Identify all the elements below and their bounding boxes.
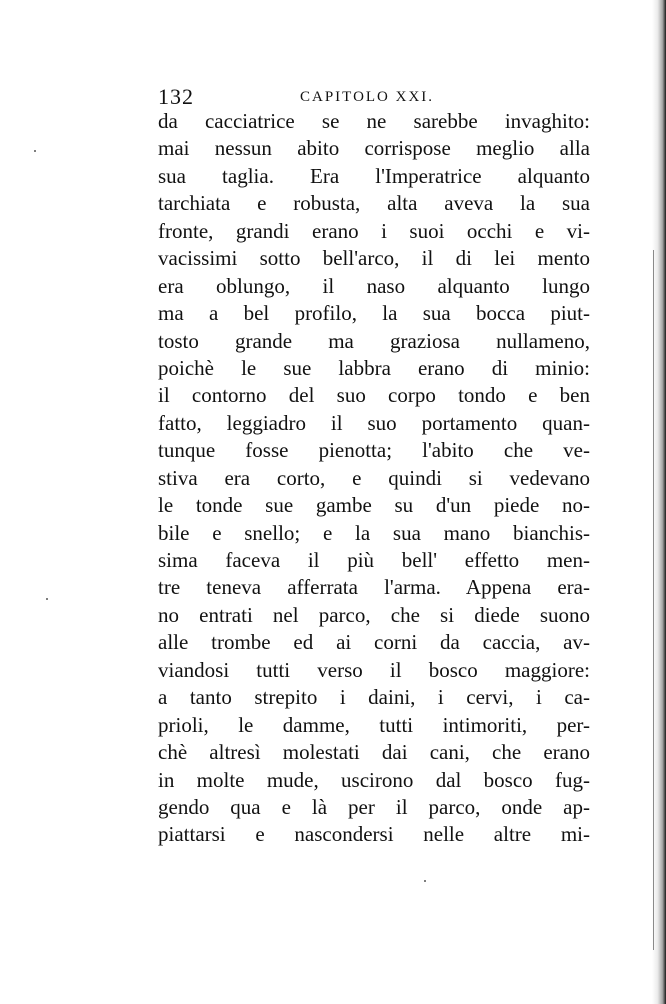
page-edge-line bbox=[653, 250, 654, 950]
text-line: mai nessun abito corrispose meglio alla bbox=[158, 136, 590, 161]
paper-speck bbox=[424, 880, 426, 882]
text-line: stiva era corto, e quindi si vedevano bbox=[158, 465, 590, 490]
text-line: era oblungo, il naso alquanto lungo bbox=[158, 273, 590, 298]
text-line: ma a bel profilo, la sua bocca piut- bbox=[158, 301, 590, 326]
text-line: il contorno del suo corpo tondo e ben bbox=[158, 383, 590, 408]
paper-speck bbox=[46, 598, 48, 600]
page-number: 132 bbox=[158, 84, 194, 109]
text-line: sima faceva il più bell' effetto men- bbox=[158, 548, 590, 572]
text-line: in molte mude, uscirono dal bosco fug- bbox=[158, 767, 590, 792]
text-line: prioli, le damme, tutti intimoriti, per- bbox=[158, 712, 590, 737]
text-line: fronte, grandi erano i suoi occhi e vi- bbox=[158, 218, 590, 243]
text-line: fatto, leggiadro il suo portamento quan- bbox=[158, 410, 590, 435]
text-line: piattarsi e nascondersi nelle altre mi- bbox=[158, 822, 590, 847]
text-line: chè altresì molestati dai cani, che erano bbox=[158, 740, 590, 765]
text-line: tarchiata e robusta, alta aveva la sua bbox=[158, 191, 590, 216]
text-line: vacissimi sotto bell'arco, il di lei mento bbox=[158, 246, 590, 271]
text-line: poichè le sue labbra erano di minio: bbox=[158, 355, 590, 380]
text-line: bile e snello; e la sua mano bianchis- bbox=[158, 520, 590, 545]
running-head: CAPITOLO XXI. bbox=[300, 89, 435, 105]
text-line: a tanto strepito i daini, i cervi, i ca- bbox=[158, 685, 590, 710]
text-line: tunque fosse pienotta; l'abito che ve- bbox=[158, 438, 590, 463]
text-line: tre teneva afferrata l'arma. Appena era- bbox=[158, 575, 590, 600]
text-line: da cacciatrice se ne sarebbe invaghito: bbox=[158, 109, 590, 133]
page-edge-shadow bbox=[652, 0, 666, 1004]
text-line: sua taglia. Era l'Imperatrice alquanto bbox=[158, 163, 590, 188]
text-line: le tonde sue gambe su d'un piede no- bbox=[158, 493, 590, 518]
text-line: viandosi tutti verso il bosco maggiore: bbox=[158, 657, 590, 682]
body-text bbox=[158, 108, 590, 849]
text-line: alle trombe ed ai corni da caccia, av- bbox=[158, 630, 590, 655]
paper-speck bbox=[34, 150, 36, 152]
text-line: gendo qua e là per il parco, onde ap- bbox=[158, 794, 590, 819]
text-line: tosto grande ma graziosa nullameno, bbox=[158, 328, 590, 353]
text-line: no entrati nel parco, che si diede suono bbox=[158, 602, 590, 627]
